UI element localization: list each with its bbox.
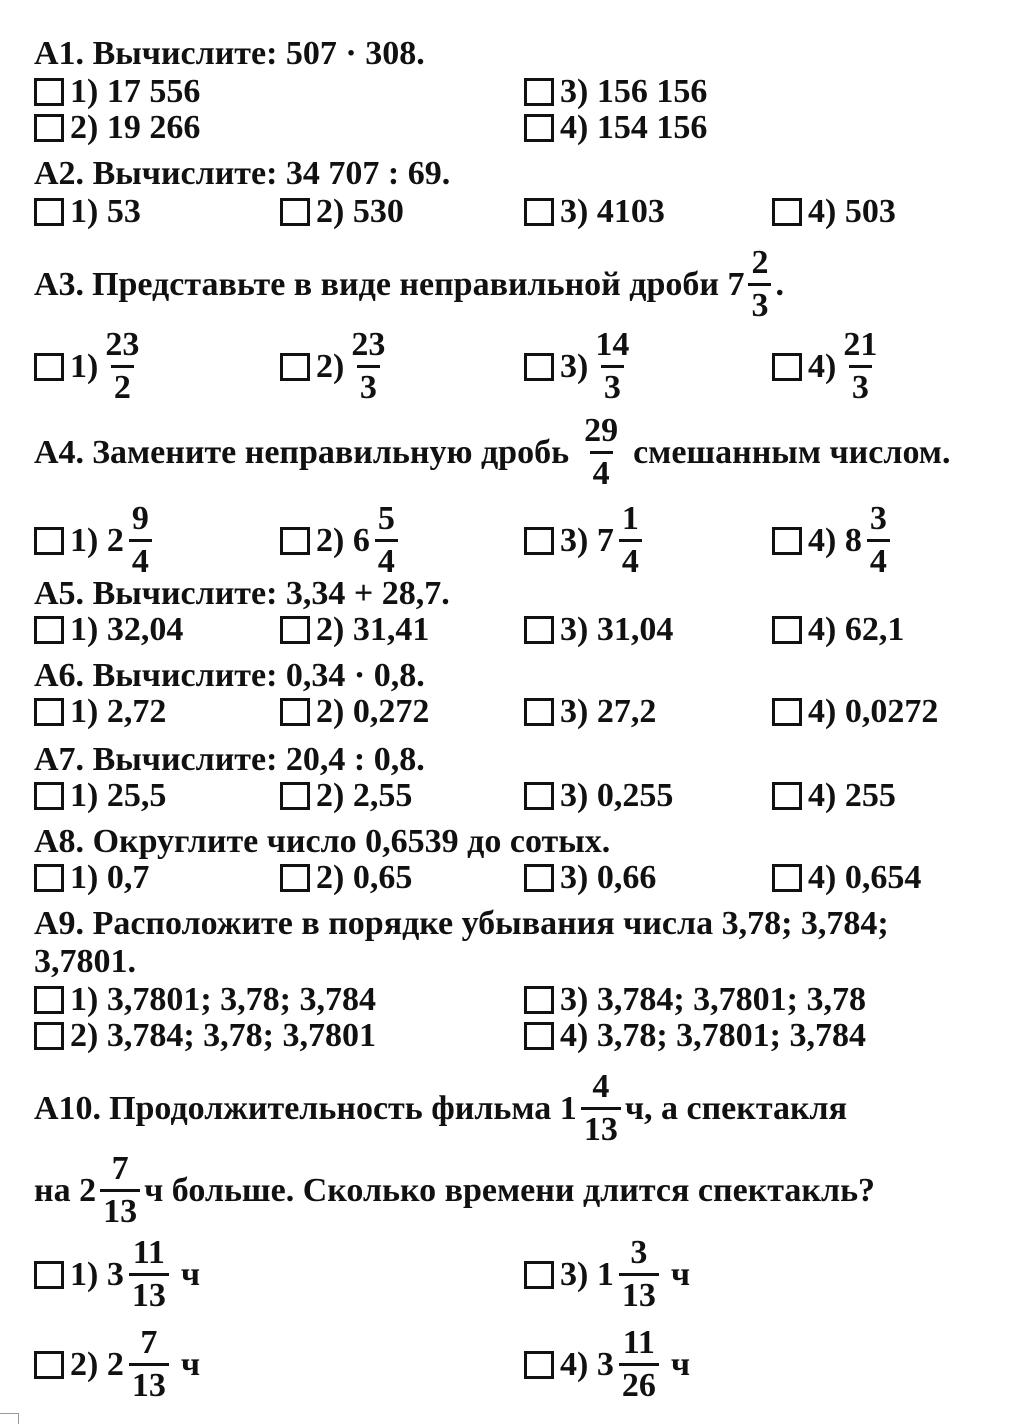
question-text: Представьте в виде неправильной дроби 7 bbox=[92, 265, 745, 303]
option-a8-4[interactable]: 4) 0,654 bbox=[772, 858, 921, 898]
checkbox[interactable] bbox=[280, 698, 310, 726]
checkbox[interactable] bbox=[34, 114, 64, 142]
question-number: А3. bbox=[34, 265, 85, 303]
checkbox[interactable] bbox=[34, 78, 64, 106]
option-a3-3[interactable]: 3) $\frac{14}{3}$ bbox=[524, 328, 636, 405]
checkbox[interactable] bbox=[524, 986, 554, 1014]
checkbox[interactable] bbox=[524, 616, 554, 644]
checkbox[interactable] bbox=[280, 864, 310, 892]
question-number: А2. bbox=[34, 155, 85, 192]
question-a2 bbox=[34, 154, 450, 194]
option-a7-3[interactable]: 3) 0,255 bbox=[524, 776, 673, 816]
checkbox[interactable] bbox=[524, 864, 554, 892]
option-a1-3[interactable] bbox=[524, 72, 707, 112]
question-text: Замените неправильную дробь bbox=[92, 433, 570, 471]
option-label: 3) 4103 bbox=[560, 193, 665, 230]
fraction: $\frac{21}{3}$ bbox=[843, 326, 878, 406]
option-a7-1[interactable]: 1) 25,5 bbox=[34, 776, 166, 816]
fraction: $\frac{1}{4}$ bbox=[619, 502, 642, 579]
option-a8-3[interactable]: 3) 0,66 bbox=[524, 858, 656, 898]
question-text: Вычислите: 0,34 · 0,8. bbox=[92, 657, 425, 694]
question-a10: А10. Продолжительность фильма 1 $\frac{4}{13}$ ч, а спектакля bbox=[34, 1068, 848, 1148]
question-number: А1. bbox=[34, 35, 85, 72]
checkbox[interactable] bbox=[280, 782, 310, 810]
checkbox[interactable] bbox=[772, 616, 802, 644]
question-text: Вычислите: 34 707 : 69. bbox=[92, 155, 451, 192]
fraction: $\frac{7}{13}$ bbox=[100, 1152, 140, 1229]
option-label: 4) 154 156 bbox=[560, 109, 708, 146]
checkbox[interactable] bbox=[34, 527, 64, 555]
checkbox[interactable] bbox=[34, 864, 64, 892]
option-a9-3[interactable]: 3) 3,784; 3,7801; 3,78 bbox=[524, 980, 866, 1020]
option-a6-1[interactable]: 1) 2,72 bbox=[34, 692, 166, 732]
option-label: 3) 156 156 bbox=[560, 73, 708, 110]
fraction: $\frac{11}{26}$ bbox=[619, 1326, 659, 1403]
checkbox[interactable] bbox=[772, 353, 802, 381]
checkbox[interactable] bbox=[280, 198, 310, 226]
option-a8-2[interactable]: 2) 0,65 bbox=[280, 858, 412, 898]
fraction: $\frac{3}{13}$ bbox=[619, 1236, 659, 1313]
option-a4-3[interactable]: 3) 7 $\frac{1}{4}$ bbox=[524, 502, 646, 579]
checkbox[interactable] bbox=[34, 616, 64, 644]
option-a5-3[interactable]: 3) 31,04 bbox=[524, 610, 673, 650]
checkbox[interactable] bbox=[34, 698, 64, 726]
question-text: Вычислите: 507 · 308. bbox=[92, 35, 425, 72]
question-number: А10. bbox=[34, 1089, 102, 1127]
option-a7-2[interactable]: 2) 2,55 bbox=[280, 776, 412, 816]
question-a10-line2: на 2 $\frac{7}{13}$ ч больше. Сколько времени длится спектакль? bbox=[34, 1150, 876, 1230]
option-a2-2[interactable] bbox=[280, 192, 404, 232]
option-a3-2[interactable]: 2) $\frac{23}{3}$ bbox=[280, 328, 392, 405]
option-a8-1[interactable]: 1) 0,7 bbox=[34, 858, 149, 898]
option-a5-4[interactable]: 4) 62,1 bbox=[772, 610, 904, 650]
fraction: $\frac{7}{13}$ bbox=[129, 1326, 169, 1403]
checkbox[interactable] bbox=[772, 782, 802, 810]
checkbox[interactable] bbox=[524, 698, 554, 726]
question-a4: А4. Замените неправильную дробь $\frac{29}{4}$ смешанным числом. bbox=[34, 412, 951, 492]
option-a6-2[interactable]: 2) 0,272 bbox=[280, 692, 429, 732]
fraction: $\frac{2}{3}$ bbox=[748, 246, 771, 323]
option-a1-4[interactable] bbox=[524, 108, 707, 148]
option-a10-1[interactable]: 1) 3 $\frac{11}{13}$ ч bbox=[34, 1236, 200, 1313]
question-a6 bbox=[34, 656, 425, 696]
checkbox[interactable] bbox=[524, 78, 554, 106]
question-a9 bbox=[34, 904, 889, 944]
checkbox[interactable] bbox=[772, 864, 802, 892]
question-number: А4. bbox=[34, 433, 85, 471]
question-text: Продолжительность фильма 1 bbox=[109, 1089, 577, 1127]
question-a7 bbox=[34, 740, 425, 780]
option-a3-1[interactable]: 1) $\frac{23}{2}$ bbox=[34, 328, 146, 405]
fraction: $\frac{11}{13}$ bbox=[129, 1236, 169, 1313]
question-a9-continued: 3,7801. bbox=[34, 943, 136, 980]
checkbox[interactable] bbox=[524, 527, 554, 555]
checkbox[interactable] bbox=[524, 353, 554, 381]
fraction: $\frac{4}{13}$ bbox=[581, 1070, 621, 1147]
option-label: 1) 53 bbox=[70, 193, 141, 230]
question-a5 bbox=[34, 574, 450, 614]
option-a2-1[interactable] bbox=[34, 192, 141, 232]
question-text: Расположите в порядке убывания числа 3,78; 3,784; bbox=[92, 905, 889, 942]
fraction: $\frac{23}{2}$ bbox=[105, 326, 140, 406]
checkbox[interactable] bbox=[524, 782, 554, 810]
option-a5-2[interactable]: 2) 31,41 bbox=[280, 610, 429, 650]
checkbox[interactable] bbox=[280, 527, 310, 555]
checkbox[interactable] bbox=[34, 1261, 64, 1289]
option-a9-2[interactable]: 2) 3,784; 3,78; 3,7801 bbox=[34, 1016, 376, 1056]
option-a10-2[interactable]: 2) 2 $\frac{7}{13}$ ч bbox=[34, 1326, 200, 1403]
fraction: $\frac{14}{3}$ bbox=[595, 326, 630, 406]
checkbox[interactable] bbox=[34, 198, 64, 226]
option-a4-4[interactable]: 4) 8 $\frac{3}{4}$ bbox=[772, 502, 894, 579]
option-a3-4[interactable]: 4) $\frac{21}{3}$ bbox=[772, 328, 884, 405]
checkbox[interactable] bbox=[772, 698, 802, 726]
checkbox[interactable] bbox=[772, 527, 802, 555]
question-number: А8. bbox=[34, 823, 85, 860]
question-number: А9. bbox=[34, 905, 85, 942]
option-a9-4[interactable]: 4) 3,78; 3,7801; 3,784 bbox=[524, 1016, 866, 1056]
question-number: А6. bbox=[34, 657, 85, 694]
question-text: Округлите число 0,6539 до сотых. bbox=[92, 823, 611, 860]
question-text: Вычислите: 3,34 + 28,7. bbox=[92, 575, 450, 612]
question-number: А7. bbox=[34, 741, 85, 778]
checkbox[interactable] bbox=[34, 1022, 64, 1050]
option-a1-1[interactable] bbox=[34, 72, 200, 112]
checkbox[interactable] bbox=[34, 1351, 64, 1379]
option-label: 2) 19 266 bbox=[70, 109, 201, 146]
checkbox[interactable] bbox=[34, 353, 64, 381]
question-a8 bbox=[34, 822, 610, 862]
fraction: $\frac{5}{4}$ bbox=[375, 502, 398, 579]
fraction: $\frac{23}{3}$ bbox=[351, 326, 386, 406]
checkbox[interactable] bbox=[280, 353, 310, 381]
option-a2-4[interactable] bbox=[772, 192, 896, 232]
option-label: 1) 17 556 bbox=[70, 73, 201, 110]
fraction: $\frac{9}{4}$ bbox=[129, 502, 152, 579]
checkbox[interactable] bbox=[524, 1351, 554, 1379]
option-label: 4) 503 bbox=[808, 193, 896, 230]
option-a9-1[interactable]: 1) 3,7801; 3,78; 3,784 bbox=[34, 980, 376, 1020]
option-a4-2[interactable]: 2) 6 $\frac{5}{4}$ bbox=[280, 502, 402, 579]
option-a6-3[interactable]: 3) 27,2 bbox=[524, 692, 656, 732]
page-corner-mark bbox=[0, 1413, 19, 1424]
checkbox[interactable] bbox=[524, 1022, 554, 1050]
option-a2-3[interactable] bbox=[524, 192, 665, 232]
option-a1-2[interactable] bbox=[34, 108, 200, 148]
fraction: $\frac{29}{4}$ bbox=[584, 412, 619, 492]
question-number: А5. bbox=[34, 575, 85, 612]
checkbox[interactable] bbox=[524, 198, 554, 226]
fraction: $\frac{3}{4}$ bbox=[867, 502, 890, 579]
option-a6-4[interactable]: 4) 0,0272 bbox=[772, 692, 938, 732]
option-a10-4[interactable]: 4) 3 $\frac{11}{26}$ ч bbox=[524, 1326, 690, 1403]
checkbox[interactable] bbox=[280, 616, 310, 644]
option-a5-1[interactable]: 1) 32,04 bbox=[34, 610, 183, 650]
checkbox[interactable] bbox=[772, 198, 802, 226]
option-a7-4[interactable]: 4) 255 bbox=[772, 776, 896, 816]
question-a1 bbox=[34, 34, 425, 74]
checkbox[interactable] bbox=[524, 114, 554, 142]
option-label: 2) 530 bbox=[316, 193, 404, 230]
option-a10-3[interactable]: 3) 1 $\frac{3}{13}$ ч bbox=[524, 1236, 690, 1313]
checkbox[interactable] bbox=[34, 782, 64, 810]
question-a3: А3. Представьте в виде неправильной дроби 7 $\frac{2}{3}$ . bbox=[34, 244, 784, 324]
checkbox[interactable] bbox=[524, 1261, 554, 1289]
option-a4-1[interactable]: 1) 2 $\frac{9}{4}$ bbox=[34, 502, 156, 579]
checkbox[interactable] bbox=[34, 986, 64, 1014]
question-text: Вычислите: 20,4 : 0,8. bbox=[92, 741, 425, 778]
